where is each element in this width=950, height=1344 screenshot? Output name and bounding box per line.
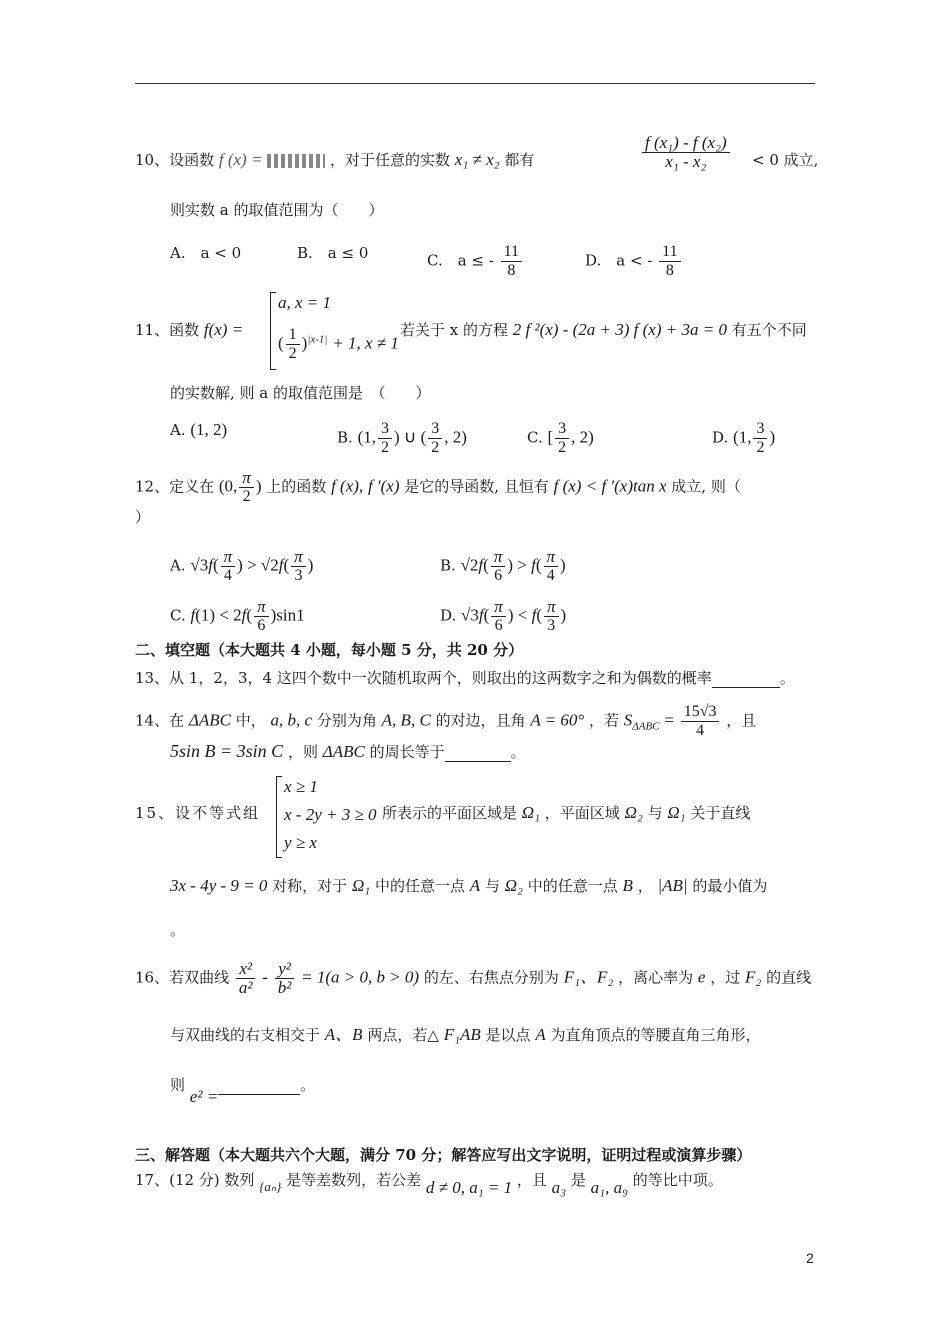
q14-line2-eq: 5sin B = 3sin C [170,741,284,761]
q12-optD-frac2: $\frac{\pi}{3}$ [544,598,559,635]
q16-tail: 的直线 [766,968,812,987]
q12-optB-label: B. [440,556,456,575]
q11-eq: 2 f ²(x) - (2a + 3) f (x) + 3a = 0 [512,320,727,339]
q15-O1-b: Ω₁ [667,803,686,822]
q11-optB-label: B. [337,428,353,447]
q15-mid3: 与 [647,804,663,822]
q15-mid4: 关于直线 [690,804,751,822]
q14-line2 [170,741,526,762]
q16-line2-b: 两点，若△ [367,1026,439,1044]
q14-eq: = [664,710,674,730]
q14-mid1: 中， [235,711,266,730]
q11-optA-val: (1, 2) [190,420,228,439]
q16-FAB: F₁AB [443,1025,481,1044]
q13-blank [712,687,780,688]
q12-f1: f (x), [331,476,364,496]
q10-cond: x₁ ≠ x₂ [454,150,500,169]
q16-b2: b² [277,978,292,997]
q10-optC-den: 8 [507,262,516,279]
q14-line2-mid: ，则 [287,743,318,761]
q15-line1-rest [382,803,750,823]
q10-optC-num: 11 [501,243,522,262]
q15-O1: Ω₁ [521,803,541,822]
q12-optC-frac: $\frac{\pi}{6}$ [254,598,269,635]
q14-line2-tail: 的周长等于 [369,743,445,761]
q15-line2-f: 的最小值为 [692,877,768,895]
q16-frac-x [236,960,256,997]
q15-line2-c: 与 [484,877,500,895]
q15-c1: x ≥ 1 [284,777,318,796]
q17-mid2: ，且 [516,1171,547,1189]
q11-optC: C. [ $\frac{3}{2}$ , 2) [527,420,594,456]
page-number: 2 [806,1250,814,1266]
q12-optB: B. √2f( $\frac{\pi}{6}$ ) > f( $\frac{\pi}{4}$ ) [440,547,566,584]
q10-tail-text: < 0 成立, [752,151,819,169]
q11-line2: 的实数解, 则 a 的取值范围是 （ ） [170,384,431,402]
q10-line1 [135,150,534,170]
q11-optC-frac: $\frac{3}{2}$ [555,420,569,457]
q12-f2: f ′(x) [367,476,400,496]
q17-mid1: 是等差数列，若公差 [286,1171,422,1189]
q11-case2-num: 1 [286,326,300,345]
q12-optB-frac2: $\frac{\pi}{4}$ [544,548,559,585]
section3-heading: 三、解答题（本大题共六个大题，满分 70 分；解答应写出文字说明，证明过程或演算步骤） [135,1146,752,1164]
q10-piecewise-glyph [267,154,325,168]
q11-prefix [135,320,243,340]
q17-tail: 的等比中项。 [632,1171,723,1189]
q13-line [135,668,795,688]
q10-optC-text: C. a ≤ - [427,251,494,270]
q16-e2: e² = [189,1087,219,1106]
q15-prefix: 15、设不等式组 [135,804,261,822]
q12-mid1: 上的函数 [266,477,327,496]
q10-prefix: 10、设函数 [135,151,215,169]
q14-tail: ，且 [726,711,757,730]
q11-prefix-text: 11、函数 [135,321,200,339]
q10-optC [427,243,524,280]
q17-prefix: 17、(12 分) 数列 [135,1171,255,1189]
q10-num: f (x₁) - f (x₂) [642,134,730,153]
q17-a3: a₃ [551,1178,567,1197]
q12-close: ） [135,508,151,526]
q11-optB-frac2: $\frac{3}{2}$ [428,420,442,457]
q12-tail: 成立, 则（ [671,477,741,496]
q16-line2 [170,1025,761,1045]
q17-an: {aₙ} [259,1179,282,1194]
q11-optD-frac: $\frac{3}{2}$ [753,420,767,457]
q16-line1 [135,960,811,997]
q14-mid3: 的对边，且角 [435,711,526,730]
q12-optA-label: A. [170,556,186,575]
q15-line2-b: 中的任意一点 [374,877,465,895]
q15-line2-O1: Ω₁ [351,876,371,895]
q11-optD: D. (1, $\frac{3}{2}$ ) [712,420,776,456]
q15-A: A [469,876,481,895]
q10-optD-den: 8 [665,262,674,279]
q12-optA-frac1: $\frac{\pi}{4}$ [221,548,236,585]
q14-frac [681,703,720,740]
q10-optD-num: 11 [659,243,680,262]
q11-case2-exp: |x-1| [307,333,328,346]
q10-fraction [642,134,730,171]
q11-case2-frac [286,326,300,363]
q16-y2: y² [275,960,294,979]
q12-two: 2 [242,488,251,505]
q16-e: e [697,967,706,987]
q17-a19: a₁, a₉ [590,1178,628,1197]
q14-prefix: 14、在 [135,711,185,730]
q10-line2: 则实数 a 的取值范围为（ ） [170,201,384,219]
q17-mid3: 是 [570,1171,586,1189]
q12-optD: D. √3f( $\frac{\pi}{6}$ ) < f( $\frac{\pi}{3}$ ) [440,597,567,634]
q10-optD-frac [659,243,680,280]
q15-line2-d: 中的任意一点 [527,877,618,895]
section2-heading: 二、填空题（本大题共 4 小题，每小题 5 分，共 20 分） [135,641,524,659]
q15-c3: y ≥ x [284,833,317,852]
q10-optD [585,243,683,280]
q16-blank [218,1094,300,1095]
q12-optD-label: D. [440,606,457,625]
q14-S-sub: ΔABC [632,720,660,733]
q16-line2-a: 与双曲线的右支相交于 [170,1026,321,1044]
q15-O2: Ω₂ [624,803,643,822]
q14-ABC: A, B, C [381,710,431,730]
q11-optD-label: D. [712,428,729,447]
q14-line1 [135,703,756,740]
q16-A: A [535,1025,546,1044]
q11-case2-den: 2 [288,345,297,362]
q11-case1: a, x = 1 [278,293,332,312]
q14-blank [445,761,511,762]
q15-brace [276,776,282,858]
q10-mid: ，对于任意的实数 [330,151,451,169]
q12-optA: A. √3f( $\frac{\pi}{4}$ ) > √2f( $\frac{\pi}{3}$ ) [170,547,314,584]
q10-optD-text: D. a < - [585,251,653,270]
q15-line3: 。 [170,921,186,939]
q15-c2: x - 2y + 3 ≥ 0 [284,805,377,824]
q11-tail: 有五个不同 [731,321,807,339]
q11-mid: 若关于 x 的方程 [400,321,508,339]
q10-optC-frac [501,243,522,280]
q15-line2-e: ， [637,877,653,895]
q11-optA-label: A. [170,421,186,439]
header-rule [135,83,815,84]
q16-mid3: ，过 [710,968,741,987]
q14-S: S [623,710,633,730]
q11-case2-rest: + 1, x ≠ 1 [332,333,399,353]
q16-mid: 的左、右焦点分别为 [423,968,559,987]
q11-line1-rest [400,320,807,340]
q16-line2-d: 为直角顶点的等腰直角三角形， [550,1026,761,1044]
q16-prefix: 16、若双曲线 [135,968,230,987]
q16-mid2: ，离心率为 [618,968,694,987]
q12-pi: π [239,469,254,488]
q16-end: 。 [300,1076,316,1094]
q14-end: 。 [510,743,526,761]
q11-case2: ( $\frac{1}{2}$ )$^{|x-1|}$ + 1, x ≠ 1 [278,326,399,362]
q16-rest: = 1(a > 0, b > 0) [301,967,420,987]
q11-optC-label: C. [527,428,543,447]
q16-line3-a: 则 [170,1076,186,1094]
q16-line2-c: 是以点 [485,1026,531,1044]
q16-minus: - [262,967,268,987]
q12-mid2: 是它的导函数, 且恒有 [404,477,549,496]
q15-mid: 所表示的平面区域是 [382,804,518,822]
q15-mid2: ，平面区域 [544,804,620,822]
q14-mid2: 分别为角 [316,711,377,730]
q10-tail [752,150,818,170]
q17-line [135,1170,723,1197]
q12-optC-label: C. [170,606,186,625]
q10-optA: A. a < 0 [170,244,242,262]
q17-cond: d ≠ 0, a₁ = 1 [425,1178,513,1197]
q14-num: 15√3 [681,703,720,722]
q11-func: f(x) = [203,320,244,339]
q13-text: 13、从 1，2，3，4 这四个数中一次随机取两个，则取出的这两数字之和为偶数的概率 [135,669,712,687]
q12-optD-frac1: $\frac{\pi}{6}$ [491,598,506,635]
q11-brace [270,292,276,370]
q16-AB: A、B [324,1025,363,1044]
q12-prefix: 12、定义在 [135,477,215,496]
q12-optA-frac2: $\frac{\pi}{3}$ [291,548,306,585]
q16-x2: x² [236,960,255,979]
q12-domain-post: ) [255,476,262,496]
q14-mid4: ，若 [589,711,620,730]
q15-line2-a: 对称，对于 [272,877,348,895]
q12-domain-frac [239,469,254,506]
q16-line3 [170,1075,316,1106]
q12-domain-pre: (0, [218,476,238,496]
q15-AB: |AB| [657,876,688,895]
q11-optB: B. (1, $\frac{3}{2}$ ) ∪ ( $\frac{3}{2}$ , 2) [337,420,467,456]
q16-F: F₁、F₂ [563,967,614,987]
q12-ineq: f (x) < f ′(x)tan x [553,476,667,496]
q11-optB-frac1: $\frac{3}{2}$ [378,420,392,457]
q14-den: 4 [696,722,705,739]
q16-frac-y [275,960,295,997]
q16-F2: F₂ [744,967,762,987]
q14-tri: ΔABC [188,710,231,730]
q12-line1 [135,469,741,506]
q14-abc: a, b, c [270,710,313,730]
q10-optB: B. a ≤ 0 [297,244,369,262]
q15-B: B [622,876,633,895]
q13-end: 。 [779,669,795,687]
q11-optA [170,420,227,440]
q10-func: f (x) = [218,150,263,169]
q10-have: 都有 [504,151,535,169]
q15-line2-O2: Ω₂ [504,876,523,895]
q10-den: x₁ - x₂ [665,152,707,171]
q14-angle: A = 60° [530,710,585,730]
q16-a2: a² [238,978,253,997]
q15-line2 [170,876,767,896]
q14-line2-tri: ΔABC [322,742,365,761]
q15-line2-eq: 3x - 4y - 9 = 0 [170,876,268,895]
q12-optC: C. f(1) < 2f( $\frac{\pi}{6}$ )sin1 [170,597,305,634]
q12-optB-frac1: $\frac{\pi}{6}$ [491,548,506,585]
